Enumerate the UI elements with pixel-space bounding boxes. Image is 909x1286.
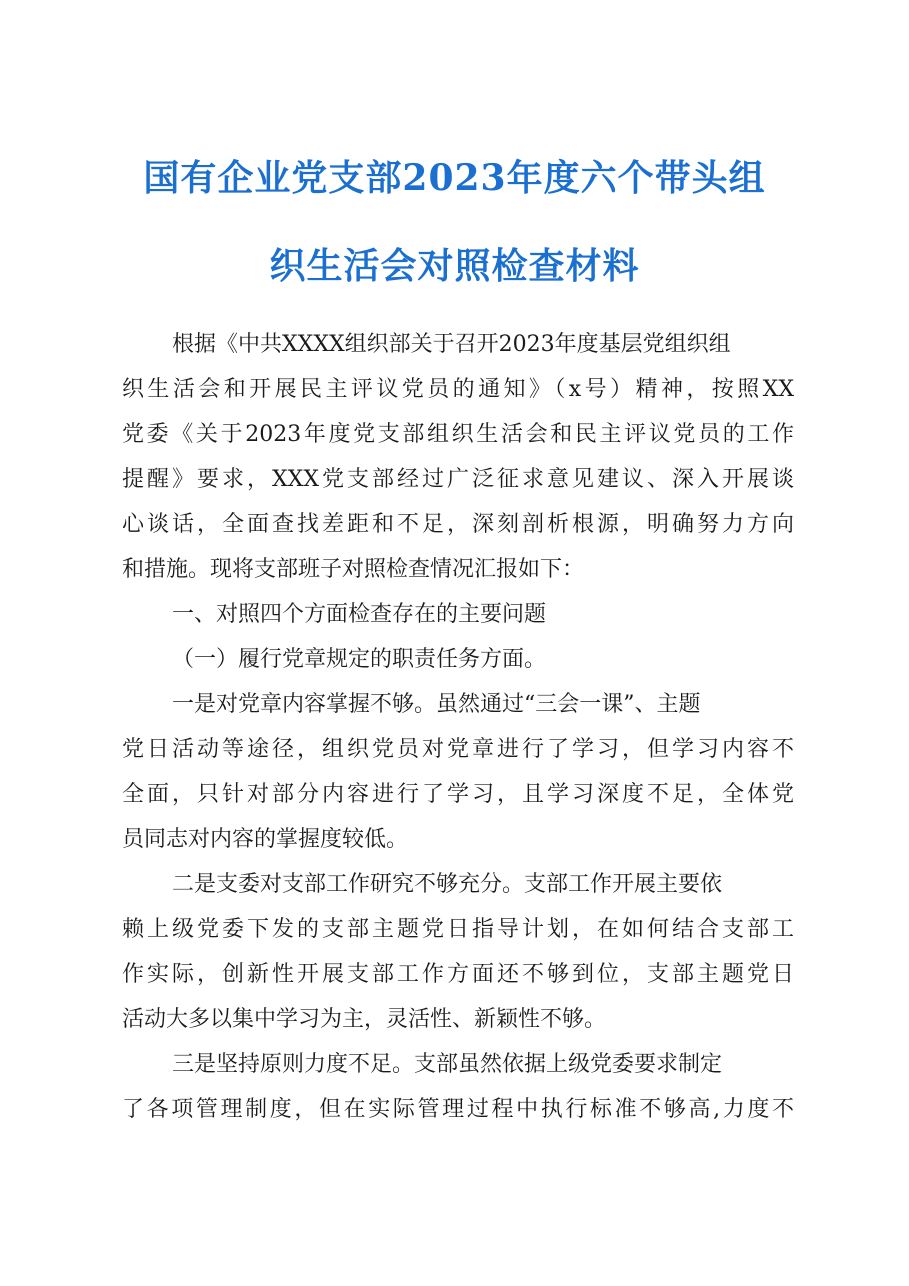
paragraph-line: 党日活动等途径，组织党员对党章进行了学习，但学习内容不 bbox=[122, 737, 794, 762]
subsection-heading: （一）履行党章规定的职责任务方面。 bbox=[172, 647, 547, 672]
paragraph-line: 全面，只针对部分内容进行了学习，且学习深度不足，全体党 bbox=[122, 782, 794, 807]
paragraph-line: 员同志对内容的掌握度较低。 bbox=[122, 827, 409, 852]
section-heading: 一、对照四个方面检查存在的主要问题 bbox=[172, 602, 547, 627]
document-title-line-1: 国有企业党支部2023年度六个带头组 bbox=[143, 157, 766, 199]
paragraph-line: 根据《中共XXXX组织部关于召开2023年度基层党组织组 bbox=[172, 332, 731, 357]
paragraph-line: 织生活会和开展民主评议党员的通知》（x号）精神，按照XX bbox=[122, 377, 794, 402]
paragraph-line: 赖上级党委下发的支部主题党日指导计划，在如何结合支部工 bbox=[122, 917, 794, 942]
document-title-line-2: 织生活会对照检查材料 bbox=[269, 245, 640, 287]
paragraph-line: 活动大多以集中学习为主，灵活性、新颖性不够。 bbox=[122, 1007, 607, 1032]
paragraph-line: 心谈话，全面查找差距和不足，深刻剖析根源，明确努力方向 bbox=[122, 512, 794, 537]
paragraph-line: 提醒》要求，XXX党支部经过广泛征求意见建议、深入开展谈 bbox=[122, 467, 794, 492]
paragraph-line: 三是坚持原则力度不足。支部虽然依据上级党委要求制定 bbox=[172, 1052, 723, 1077]
paragraph-line: 和措施。现将支部班子对照检查情况汇报如下： bbox=[122, 557, 585, 582]
paragraph-line: 党委《关于2023年度党支部组织生活会和民主评议党员的工作 bbox=[122, 422, 794, 447]
paragraph-line: 二是支委对支部工作研究不够充分。支部工作开展主要依 bbox=[172, 872, 723, 897]
paragraph-line: 一是对党章内容掌握不够。虽然通过“三会一课”、主题 bbox=[172, 692, 701, 717]
paragraph-line: 作实际，创新性开展支部工作方面还不够到位，支部主题党日 bbox=[122, 962, 794, 987]
paragraph-line: 了各项管理制度，但在实际管理过程中执行标准不够高,力度不 bbox=[122, 1097, 794, 1122]
